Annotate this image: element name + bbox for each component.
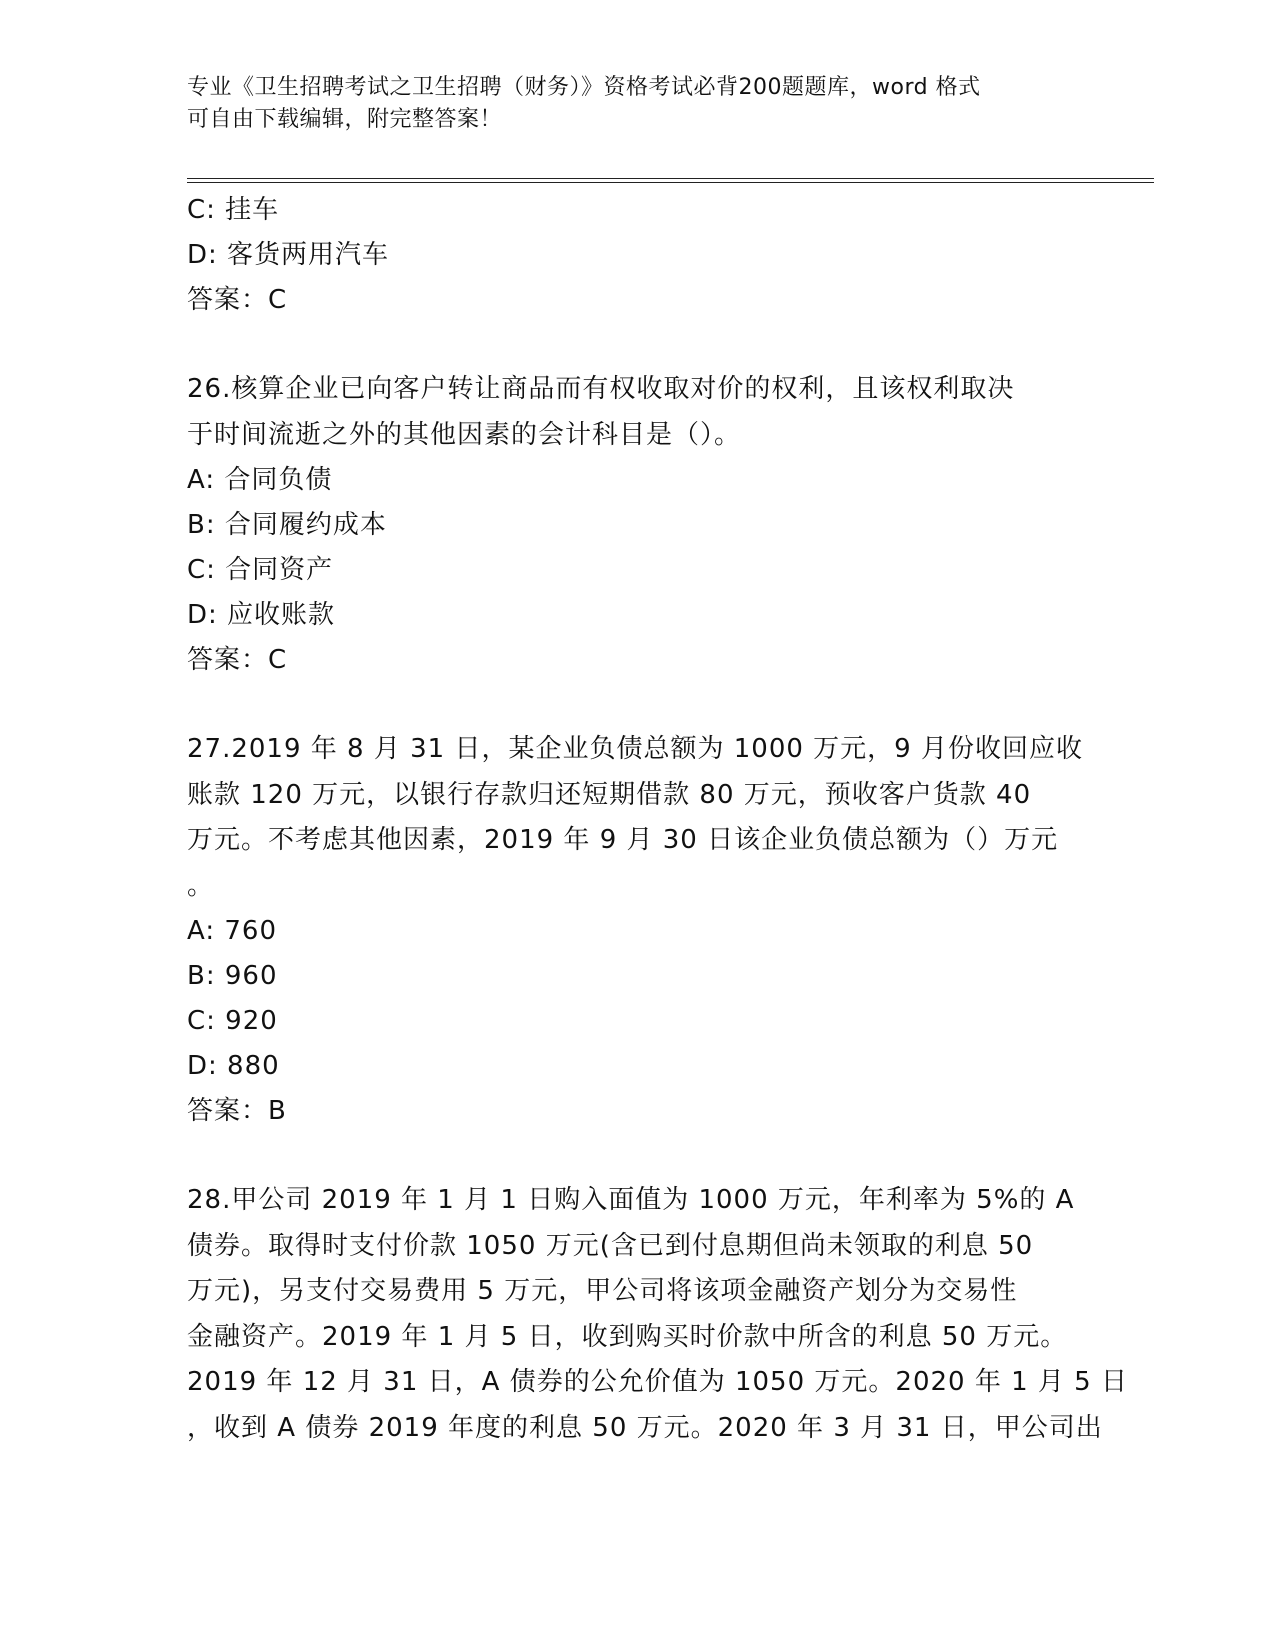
question-28 xyxy=(187,1178,1128,1451)
option-d: D: 应收账款 xyxy=(187,600,336,630)
option-c: C: 挂车 xyxy=(187,195,280,225)
option-c: C: 合同资产 xyxy=(187,555,334,585)
header-title-line-1: 专业《卫生招聘考试之卫生招聘（财务）》资格考试必背200题题库，word 格式 xyxy=(187,75,981,100)
question-stem-line: 26.核算企业已向客户转让商品而有权收取对价的权利，且该权利取决 xyxy=(187,374,1015,404)
question-stem-line: 27.2019 年 8 月 31 日，某企业负债总额为 1000 万元，9 月份收回应收 xyxy=(187,734,1083,764)
answer-line: 答案：B xyxy=(187,1096,287,1126)
question-stem-line: 。 xyxy=(187,870,215,901)
question-stem-line: 于时间流逝之外的其他因素的会计科目是（）。 xyxy=(187,419,742,450)
option-a: A: 760 xyxy=(187,916,277,946)
option-c: C: 920 xyxy=(187,1006,278,1036)
question-stem-line: 万元。不考虑其他因素，2019 年 9 月 30 日该企业负债总额为（）万元 xyxy=(187,825,1059,855)
question-stem-line: 债券。取得时支付价款 1050 万元(含已到付息期但尚未领取的利息 50 xyxy=(187,1230,1034,1261)
question-stem-line: 28.甲公司 2019 年 1 月 1 日购入面值为 1000 万元，年利率为 5%的 A xyxy=(187,1185,1075,1215)
question-27 xyxy=(187,727,1087,1134)
question-stem-line: ，收到 A 债券 2019 年度的利息 50 万元。2020 年 3 月 31 日，甲公司出 xyxy=(187,1412,1103,1443)
option-a: A: 合同负债 xyxy=(187,465,333,495)
header-title-line-2: 可自由下载编辑，附完整答案！ xyxy=(187,107,503,132)
option-b: B: 合同履约成本 xyxy=(187,510,387,540)
question-stem-line: 账款 120 万元，以银行存款归还短期借款 80 万元，预收客户货款 40 xyxy=(187,779,1032,810)
option-d: D: 客货两用汽车 xyxy=(187,240,390,270)
question-stem-line: 金融资产。2019 年 1 月 5 日，收到购买时价款中所含的利息 50 万元。 xyxy=(187,1321,1068,1352)
option-b: B: 960 xyxy=(187,961,278,991)
document-body xyxy=(187,188,1128,1451)
header-divider xyxy=(187,178,1154,183)
answer-line: 答案：C xyxy=(187,645,288,675)
answer-line: 答案：C xyxy=(187,285,288,315)
page-header xyxy=(187,72,1087,136)
question-stem-line: 万元)，另支付交易费用 5 万元，甲公司将该项金融资产划分为交易性 xyxy=(187,1276,1018,1306)
question-25-tail xyxy=(187,188,1087,323)
question-26 xyxy=(187,367,1087,683)
option-d: D: 880 xyxy=(187,1051,280,1081)
question-stem-line: 2019 年 12 月 31 日，A 债券的公允价值为 1050 万元。2020 年 1 月 5 日 xyxy=(187,1367,1128,1397)
